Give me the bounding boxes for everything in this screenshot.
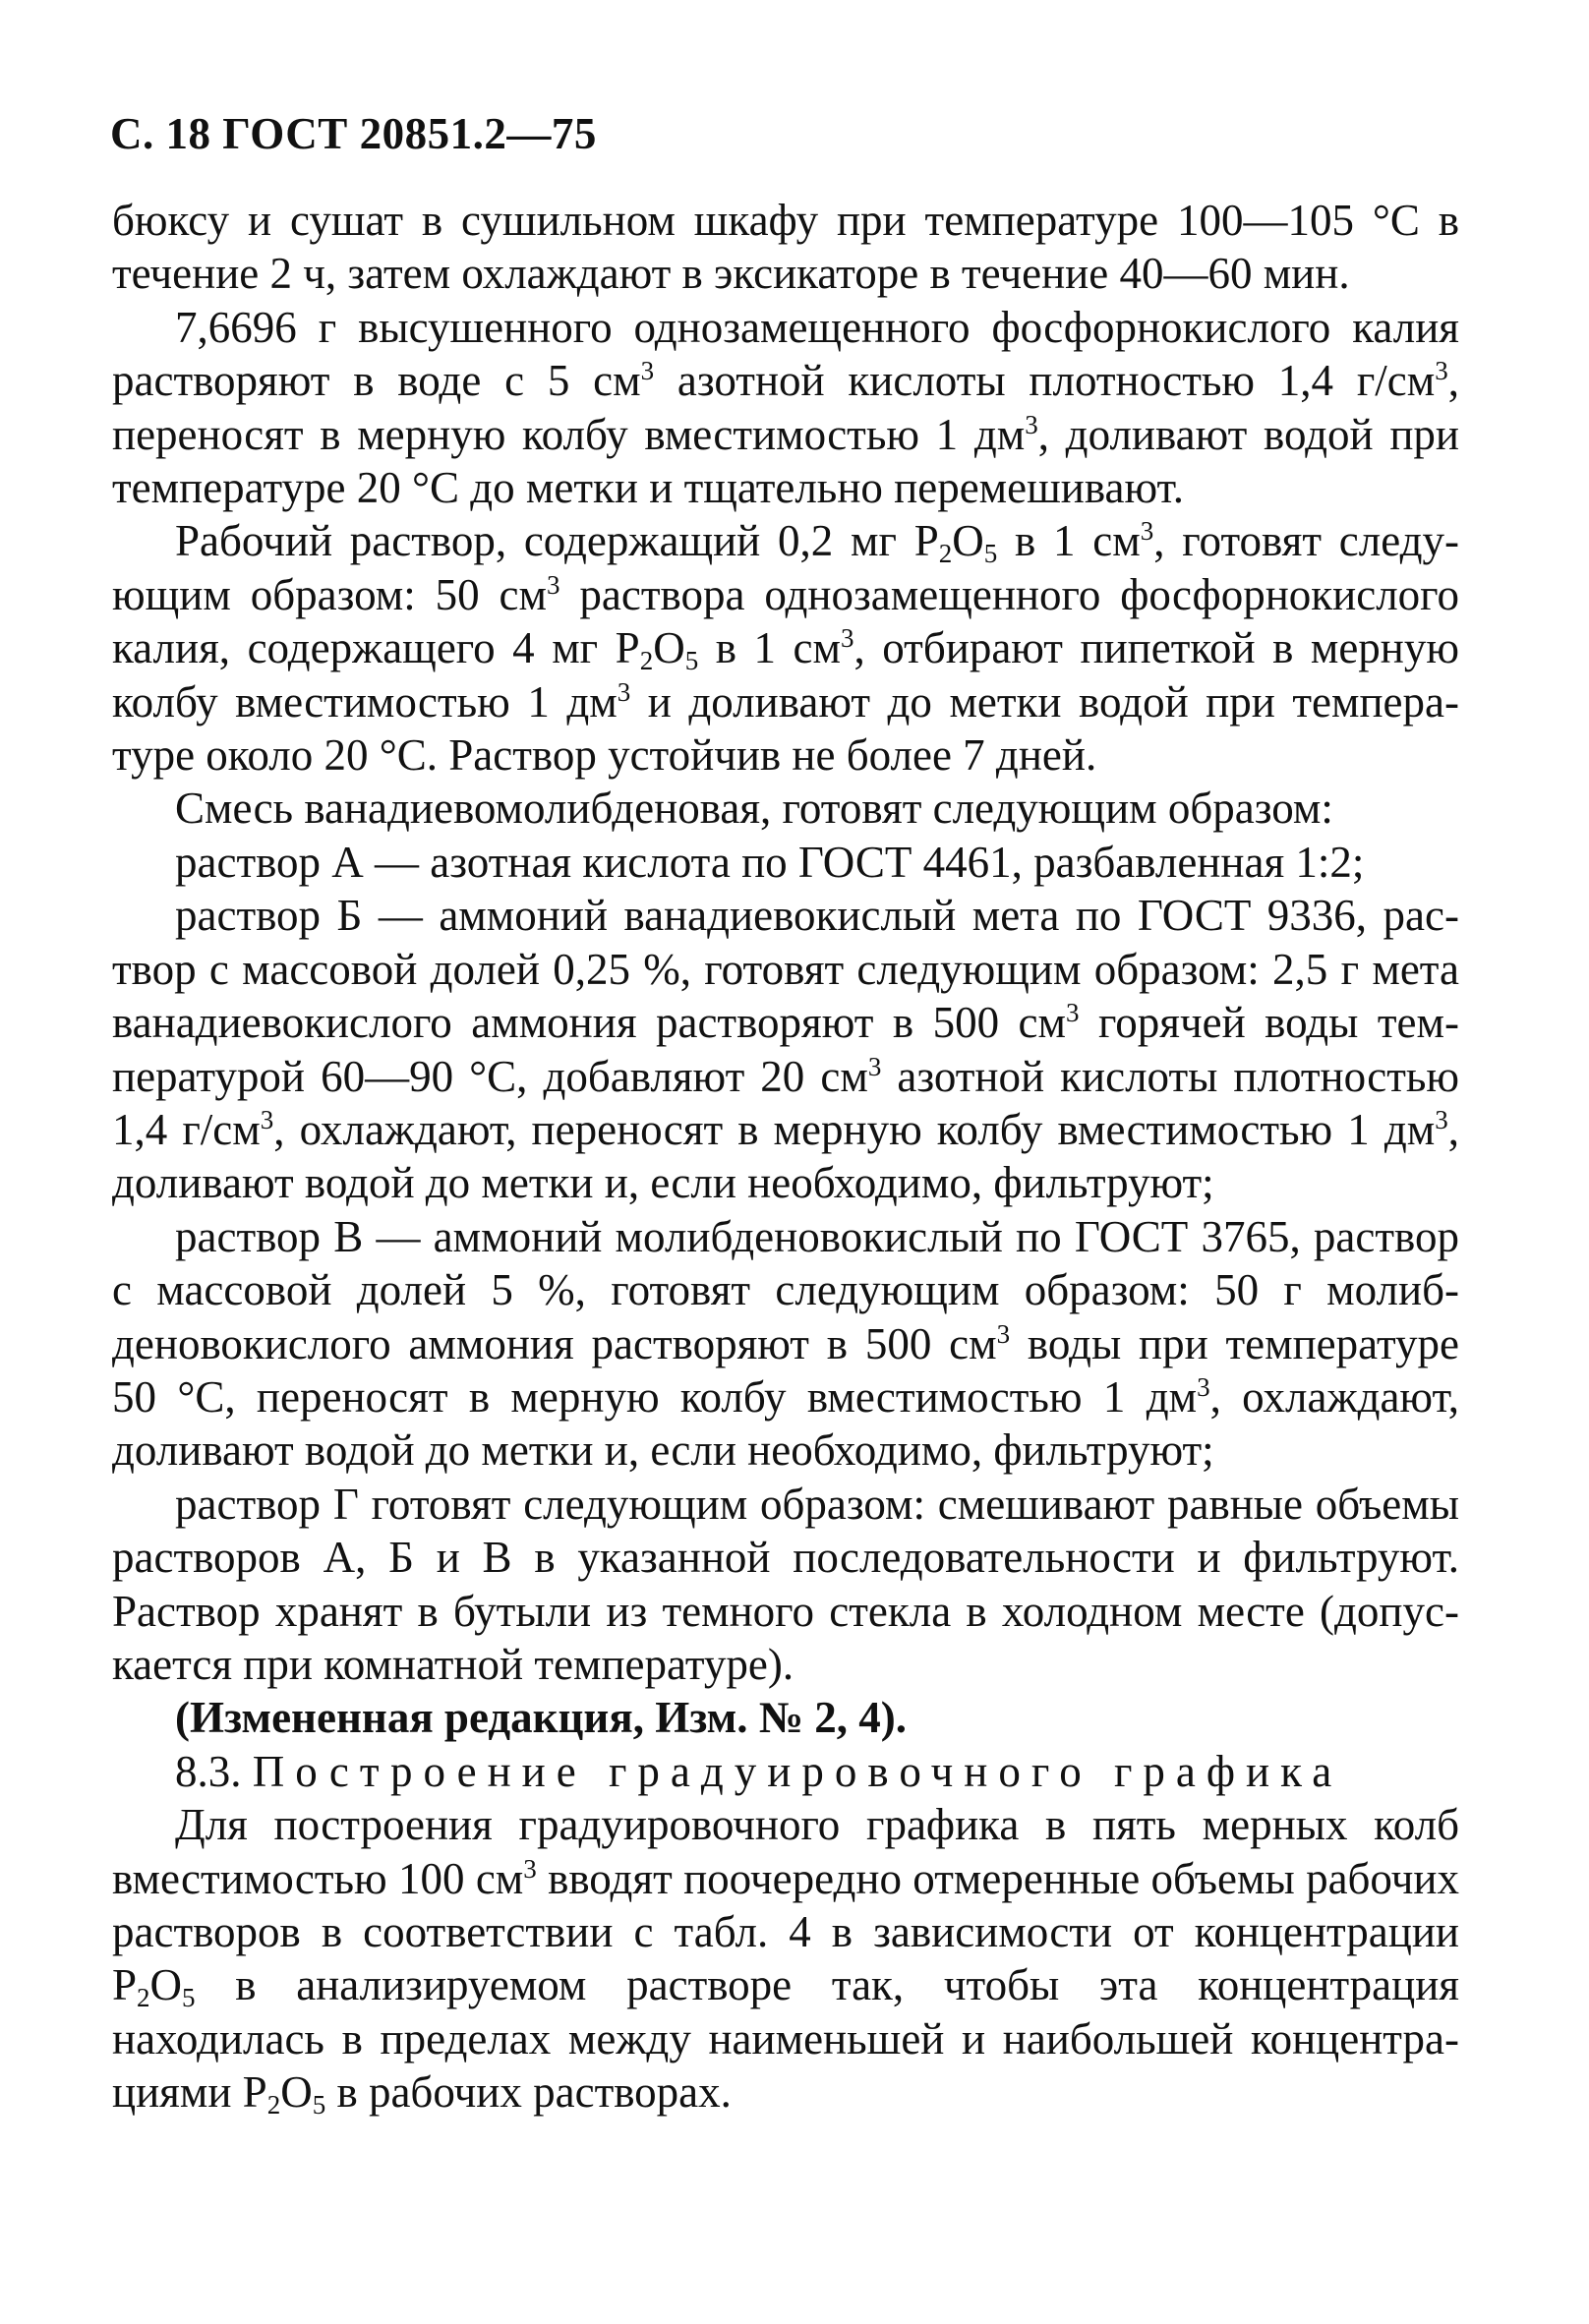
superscript: 3 xyxy=(996,1318,1011,1349)
superscript: 3 xyxy=(523,1853,537,1884)
paragraph xyxy=(112,1210,1459,1478)
text-run: азотной кислоты плотностью 1,4 г/см xyxy=(654,356,1436,406)
document-body xyxy=(112,194,1459,2120)
superscript: 3 xyxy=(1435,356,1448,386)
superscript: 3 xyxy=(640,356,655,386)
text-run: О xyxy=(653,623,685,673)
superscript: 3 xyxy=(617,676,631,707)
text-run: Смесь ванадиевомолибденовая, готовят следующим образом: xyxy=(175,784,1333,834)
subscript: 5 xyxy=(182,1983,196,2013)
page-header: С. 18 ГОСТ 20851.2—75 xyxy=(110,109,597,158)
text-run: раствора однозамещенного фосфорнокислого калия, содержащего 4 мг Р xyxy=(112,569,1459,673)
text-run: в рабочих растворах. xyxy=(325,2067,732,2118)
paragraph xyxy=(112,889,1459,1209)
text-run: азотной кислоты плотностью 1,4 г/см xyxy=(112,1051,1459,1154)
subscript: 2 xyxy=(137,1983,150,2013)
paragraph xyxy=(112,1745,1459,1798)
text-run: , переносят в мерную колбу вместимостью 1 дм xyxy=(112,356,1459,459)
text-run: горячей воды температурой 60—90 °С, добавляют 20 см xyxy=(112,998,1459,1101)
text-run: Для построения градуировочного графика в пять мерных колб вместимостью 100 см xyxy=(112,1800,1459,1903)
text-run: Рабочий раствор, содержащий 0,2 мг Р xyxy=(175,516,939,566)
section-heading: Построение градуировочного графика xyxy=(252,1746,1343,1796)
superscript: 3 xyxy=(867,1051,882,1081)
text-run: О xyxy=(952,516,984,566)
paragraph xyxy=(112,1798,1459,2119)
text-run: О xyxy=(280,2067,313,2118)
superscript: 3 xyxy=(547,569,560,600)
text-run: вводят поочередно отмеренные объемы рабочих растворов в соответствии с табл. 4 в зависимости от концентрации Р xyxy=(112,1853,1459,2010)
subscript: 2 xyxy=(639,646,654,675)
paragraph xyxy=(112,1691,1459,1744)
text-run: раствор А — азотная кислота по ГОСТ 4461, разбавленная 1:2; xyxy=(175,837,1365,887)
text-run: 8.3. xyxy=(175,1746,253,1796)
text-run: , отбирают пипеткой в мерную колбу вместимостью 1 дм xyxy=(112,623,1460,726)
paragraph xyxy=(112,782,1459,835)
text-run: в 1 см xyxy=(698,623,841,673)
superscript: 3 xyxy=(840,623,854,654)
subscript: 2 xyxy=(266,2089,281,2120)
superscript: 3 xyxy=(1197,1371,1210,1402)
paragraph xyxy=(112,301,1459,515)
subscript: 5 xyxy=(983,539,998,569)
subscript: 5 xyxy=(684,646,699,675)
superscript: 3 xyxy=(1066,997,1080,1027)
superscript: 3 xyxy=(1140,516,1154,547)
text-run: в 1 см xyxy=(997,516,1141,566)
paragraph xyxy=(112,514,1459,782)
paragraph xyxy=(112,1478,1459,1692)
superscript: 3 xyxy=(260,1104,274,1134)
text-run: раствор Б — аммоний ванадиевокислый мета по ГОСТ 9336, раствор с массовой долей 0,25 %, готовят следующим образом: 2,5 г мета ванадиевокислого аммония растворяют в 500 см xyxy=(112,891,1459,1048)
text-run: в анализируемом растворе так, чтобы эта концентрация находилась в пределах между наименьшей и наибольшей концентрациями Р xyxy=(112,1960,1459,2118)
text-run: воды при температуре 50 °С, переносят в мерную колбу вместимостью 1 дм xyxy=(112,1318,1459,1422)
subscript: 5 xyxy=(312,2089,326,2120)
text-run: и доливают до метки водой при температуре около 20 °С. Раствор устойчив не более 7 дней. xyxy=(112,676,1460,781)
text-run: , охлаждают, переносят в мерную колбу вместимостью 1 дм xyxy=(273,1104,1436,1154)
superscript: 3 xyxy=(1025,409,1038,439)
subscript: 2 xyxy=(938,539,953,569)
text-run: раствор В — аммоний молибденовокислый по ГОСТ 3765, раствор с массовой долей 5 %, готовят следующим образом: 50 г молибденовокислого аммония растворяют в 500 см xyxy=(112,1211,1459,1368)
text-run: , охлаждают, доливают водой до метки и, если необходимо, фильтруют; xyxy=(112,1371,1459,1476)
text-run: (Измененная редакция, Изм. № 2, 4). xyxy=(175,1693,908,1743)
text-run: бюксу и сушат в сушильном шкафу при температуре 100—105 °С в течение 2 ч, затем охлаждают в эксикаторе в течение 40—60 мин. xyxy=(112,196,1459,299)
text-run: , доливают водой при температуре 20 °С до метки и тщательно перемешивают. xyxy=(112,409,1459,513)
paragraph xyxy=(112,836,1459,889)
text-run: , готовят следующим образом: 50 см xyxy=(112,516,1459,619)
superscript: 3 xyxy=(1435,1104,1448,1134)
text-run: , доливают водой до метки и, если необходимо, фильтруют; xyxy=(112,1104,1459,1208)
text-run: раствор Г готовят следующим образом: смешивают равные объемы растворов А, Б и В в указанной последовательности и фильтруют. Раствор хранят в бутыли из темного стекла в холодном месте (допускается при комнатной температуре). xyxy=(112,1479,1459,1689)
paragraph xyxy=(112,194,1459,301)
text-run: О xyxy=(149,1960,183,2010)
text-run: 7,6696 г высушенного однозамещенного фосфорнокислого калия растворяют в воде с 5 см xyxy=(112,302,1459,406)
